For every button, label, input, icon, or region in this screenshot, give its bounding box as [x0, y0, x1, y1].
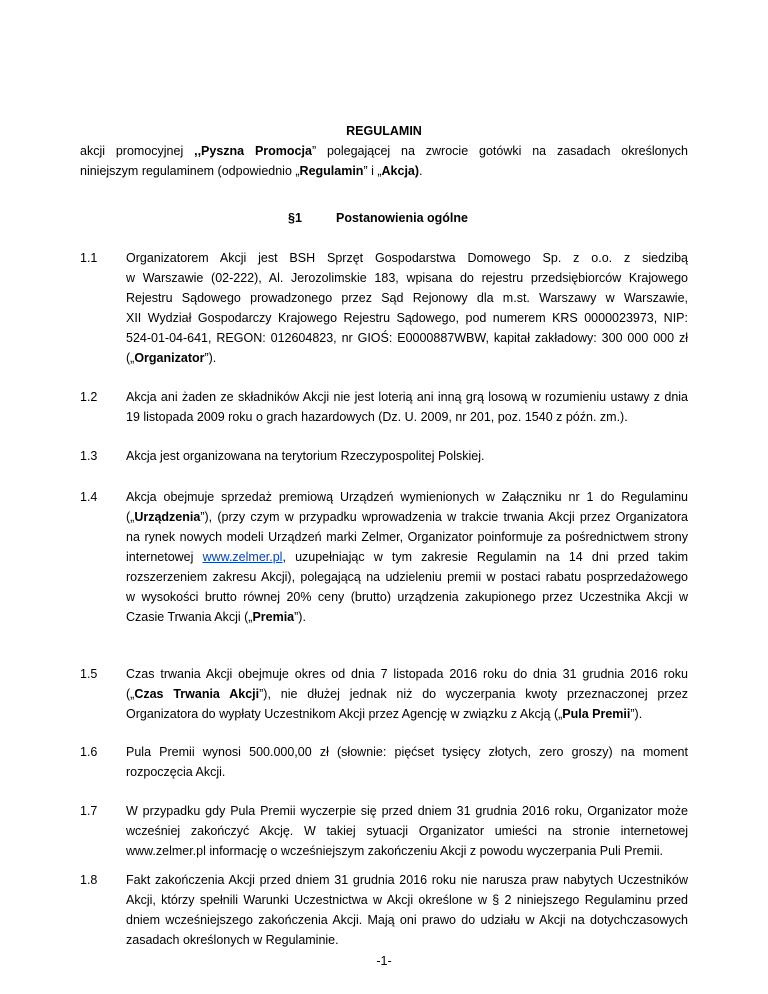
item-text: Akcja jest organizowana na terytorium Rzeczypospolitej Polskiej.: [126, 449, 485, 463]
intro-line: niniejszym regulaminem (odpowiednio „Regulamin” i „Akcja).: [80, 164, 423, 178]
item-number: 1.1: [80, 251, 98, 265]
item-number: 1.6: [80, 745, 98, 759]
document-title: REGULAMIN: [346, 124, 422, 138]
item-text: Akcja obejmuje sprzedaż premiową Urządzeń wymienionych w Załączniku nr 1 do Regulaminu („Urządzenia”), (przy czym w przypadku wprowadzenia w trakcie trwania Akcji przez Organizatora na rynek nowych modeli Urządzeń marki Zelmer, Organizator poinformuje za pośrednictwem strony internetowej www.zelmer.pl, uzupełniając w tym zakresie Regulamin na 14 dni przed takim rozszerzeniem zakresu Akcji), polegającą na udzieleniu premii w postaci rabatu posprzedażowego w wysokości brutto równej 20% ceny (brutto) urządzenia zakupionego przez Uczestnika Akcji w Czasie Trwania Akcji („Premia”).: [126, 490, 689, 624]
intro-line: akcji promocyjnej ,,Pyszna Promocja” polegającej na zwrocie gotówki na zasadach określonych: [80, 144, 689, 158]
item-text: W przypadku gdy Pula Premii wyczerpie się przed dniem 31 grudnia 2016 roku, Organizator może wcześniej zakończyć Akcję. W takiej sytuacji Organizator umieści na stronie internetowej www.zelmer.pl informację o wcześniejszym zakończeniu Akcji z powodu wyczerpania Puli Premii.: [126, 804, 688, 858]
section-name: Postanowienia ogólne: [336, 211, 468, 225]
item-number: 1.5: [80, 667, 98, 681]
item-text: Czas trwania Akcji obejmuje okres od dnia 7 listopada 2016 roku do dnia 31 grudnia 2016 roku („Czas Trwania Akcji”), nie dłużej jednak niż do wyczerpania kwoty przeznaczonej przez Organizatora do wypłaty Uczestnikom Akcji przez Agencję w związku z Akcją („Pula Premii”).: [126, 667, 688, 721]
item-text: Pula Premii wynosi 500.000,00 zł (słownie: pięćset tysięcy złotych, zero groszy) na moment rozpoczęcia Akcji.: [126, 745, 688, 779]
item-text: Organizatorem Akcji jest BSH Sprzęt Gospodarstwa Domowego Sp. z o.o. z siedzibą w Warszawie (02-222), Al. Jerozolimskie 183, wpisana do rejestru przedsiębiorców Krajowego Rejestru Sądowego prowadzonego przez Sąd Rejonowy dla m.st. Warszawy w Warszawie, XII Wydział Gospodarczy Krajowego Rejestru Sądowego, pod numerem KRS 0000023973, NIP: 524-01-04-641, REGON: 012604823, nr GIOŚ: E0000887WBW, kapitał zakładowy: 300 000 000 zł („Organizator”).: [126, 251, 688, 365]
promo-name: ,,Pyszna Promocja: [194, 144, 312, 158]
item-number: 1.3: [80, 449, 98, 463]
page-number: -1-: [376, 954, 392, 968]
item-number: 1.2: [80, 390, 98, 404]
item-text: Fakt zakończenia Akcji przed dniem 31 grudnia 2016 roku nie narusza praw nabytych Uczestników Akcji, którzy spełnili Warunki Uczestnictwa w Akcji określone w § 2 niniejszego Regulaminu przed dniem wcześniejszego zakończenia Akcji. Mają oni prawo do udziału w Akcji na dotychczasowych zasadach określonych w Regulaminie.: [126, 873, 688, 947]
item-number: 1.7: [80, 804, 98, 818]
zelmer-website-link[interactable]: www.zelmer.pl: [202, 550, 283, 564]
item-number: 1.4: [80, 490, 98, 504]
section-number: §1: [288, 211, 302, 225]
intro-paragraph: [80, 141, 688, 181]
item-text: Akcja ani żaden ze składników Akcji nie jest loterią ani inną grą losową w rozumieniu ustawy z dnia 19 listopada 2009 roku o grach hazardowych (Dz. U. 2009, nr 201, poz. 1540 z późn. zm.).: [126, 390, 688, 424]
item-number: 1.8: [80, 873, 98, 887]
